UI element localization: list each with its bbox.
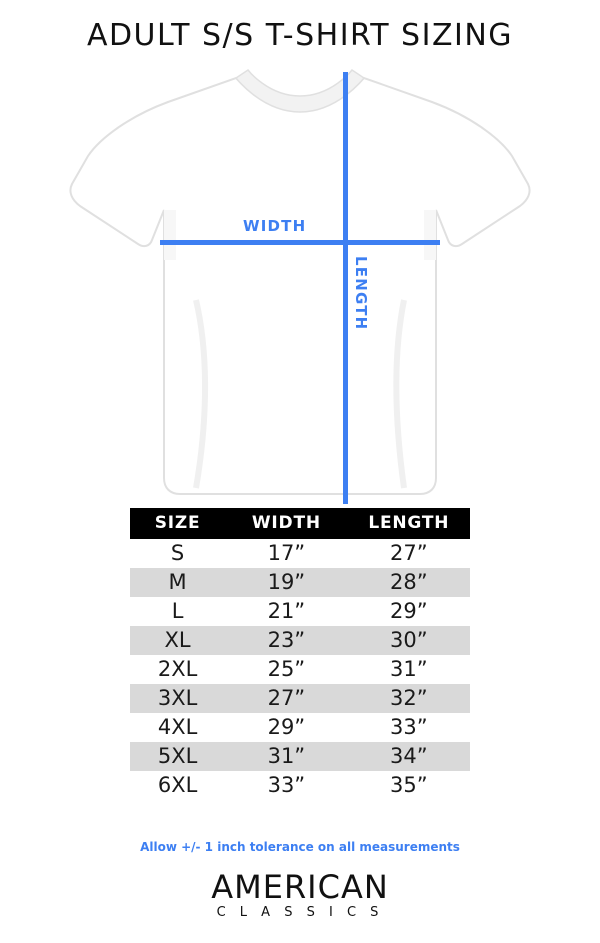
cell-length: 28”	[348, 568, 470, 597]
cell-size: 6XL	[130, 771, 225, 800]
table-header-row	[130, 508, 470, 539]
table-row	[130, 539, 470, 568]
table-row	[130, 742, 470, 771]
cell-size: M	[130, 568, 225, 597]
brand-name: AMERICAN	[211, 868, 389, 906]
cell-length: 34”	[348, 742, 470, 771]
table-row	[130, 713, 470, 742]
cell-width: 21”	[225, 597, 347, 626]
cell-size: 4XL	[130, 713, 225, 742]
cell-length: 27”	[348, 539, 470, 568]
tolerance-note: Allow +/- 1 inch tolerance on all measurements	[140, 840, 460, 854]
table-row	[130, 626, 470, 655]
header-width: WIDTH	[225, 508, 347, 539]
cell-length: 33”	[348, 713, 470, 742]
size-table-head	[130, 508, 470, 539]
cell-length: 35”	[348, 771, 470, 800]
width-measure-label: WIDTH	[243, 217, 307, 235]
tshirt-icon	[0, 60, 600, 500]
table-row	[130, 597, 470, 626]
cell-size: XL	[130, 626, 225, 655]
cell-length: 31”	[348, 655, 470, 684]
cell-length: 29”	[348, 597, 470, 626]
cell-length: 32”	[348, 684, 470, 713]
header-length: LENGTH	[348, 508, 470, 539]
cell-size: S	[130, 539, 225, 568]
cell-width: 19”	[225, 568, 347, 597]
size-table	[130, 508, 470, 800]
table-row	[130, 655, 470, 684]
tshirt-diagram	[0, 60, 600, 500]
size-table-body	[130, 539, 470, 800]
cell-width: 31”	[225, 742, 347, 771]
table-row	[130, 568, 470, 597]
cell-width: 33”	[225, 771, 347, 800]
page-title: ADULT S/S T-SHIRT SIZING	[86, 18, 514, 53]
cell-width: 23”	[225, 626, 347, 655]
cell-size: L	[130, 597, 225, 626]
table-row	[130, 771, 470, 800]
cell-length: 30”	[348, 626, 470, 655]
header-size: SIZE	[130, 508, 225, 539]
width-measure-line	[160, 240, 440, 245]
length-measure-label: LENGTH	[352, 256, 370, 331]
cell-size: 3XL	[130, 684, 225, 713]
cell-width: 17”	[225, 539, 347, 568]
cell-size: 5XL	[130, 742, 225, 771]
length-measure-line	[343, 72, 348, 504]
brand-subtitle: C L A S S I C S	[216, 905, 384, 920]
cell-width: 29”	[225, 713, 347, 742]
cell-size: 2XL	[130, 655, 225, 684]
cell-width: 27”	[225, 684, 347, 713]
cell-width: 25”	[225, 655, 347, 684]
table-row	[130, 684, 470, 713]
